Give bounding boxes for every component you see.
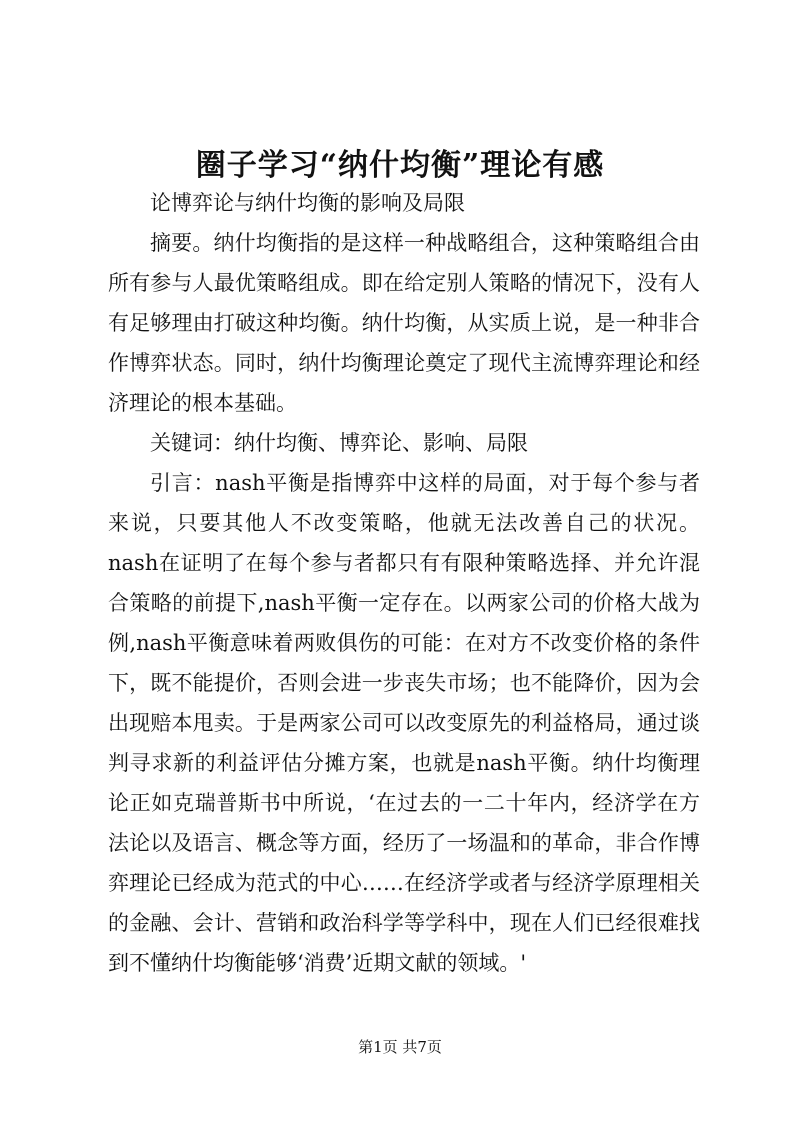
introduction-paragraph: 引言：nash平衡是指博弈中这样的局面，对于每个参与者来说，只要其他人不改变策略，他就无法改善自己的状况。nash在证明了在每个参与者都只有有限种策略选择、并允许混合策略的前提下,nash平衡一定存在。以两家公司的价格大战为例,nash平衡意味着两败俱伤的可能：在对方不改变价格的条件下，既不能提价，否则会进一步丧失市场；也不能降价，因为会出现赔本甩卖。于是两家公司可以改变原先的利益格局，通过谈判寻求新的利益评估分摊方案，也就是nash平衡。纳什均衡理论正如克瑞普斯书中所说，‘在过去的一二十年内，经济学在方法论以及语言、概念等方面，经历了一场温和的革命，非合作博弈理论已经成为范式的中心……在经济学或者与经济学原理相关的金融、会计、营销和政治科学等学科中，现在人们已经很难找到不懂纳什均衡能够‘消费’近期文献的领域。' <box>108 471 700 975</box>
document-subtitle: 论博弈论与纳什均衡的影响及局限 <box>150 191 465 215</box>
abstract-paragraph: 摘要。纳什均衡指的是这样一种战略组合，这种策略组合由所有参与人最优策略组成。即在给定别人策略的情况下，没有人有足够理由打破这种均衡。纳什均衡，从实质上说，是一种非合作博弈状态。同时，纳什均衡理论奠定了现代主流博弈理论和经济理论的根本基础。 <box>108 231 700 415</box>
page-footer: 第1页 共7页 <box>358 1038 442 1056</box>
document-body <box>108 183 700 983</box>
document-title: 圈子学习“纳什均衡”理论有感 <box>195 148 605 183</box>
keywords-paragraph: 关键词：纳什均衡、博弈论、影响、局限 <box>150 431 528 455</box>
